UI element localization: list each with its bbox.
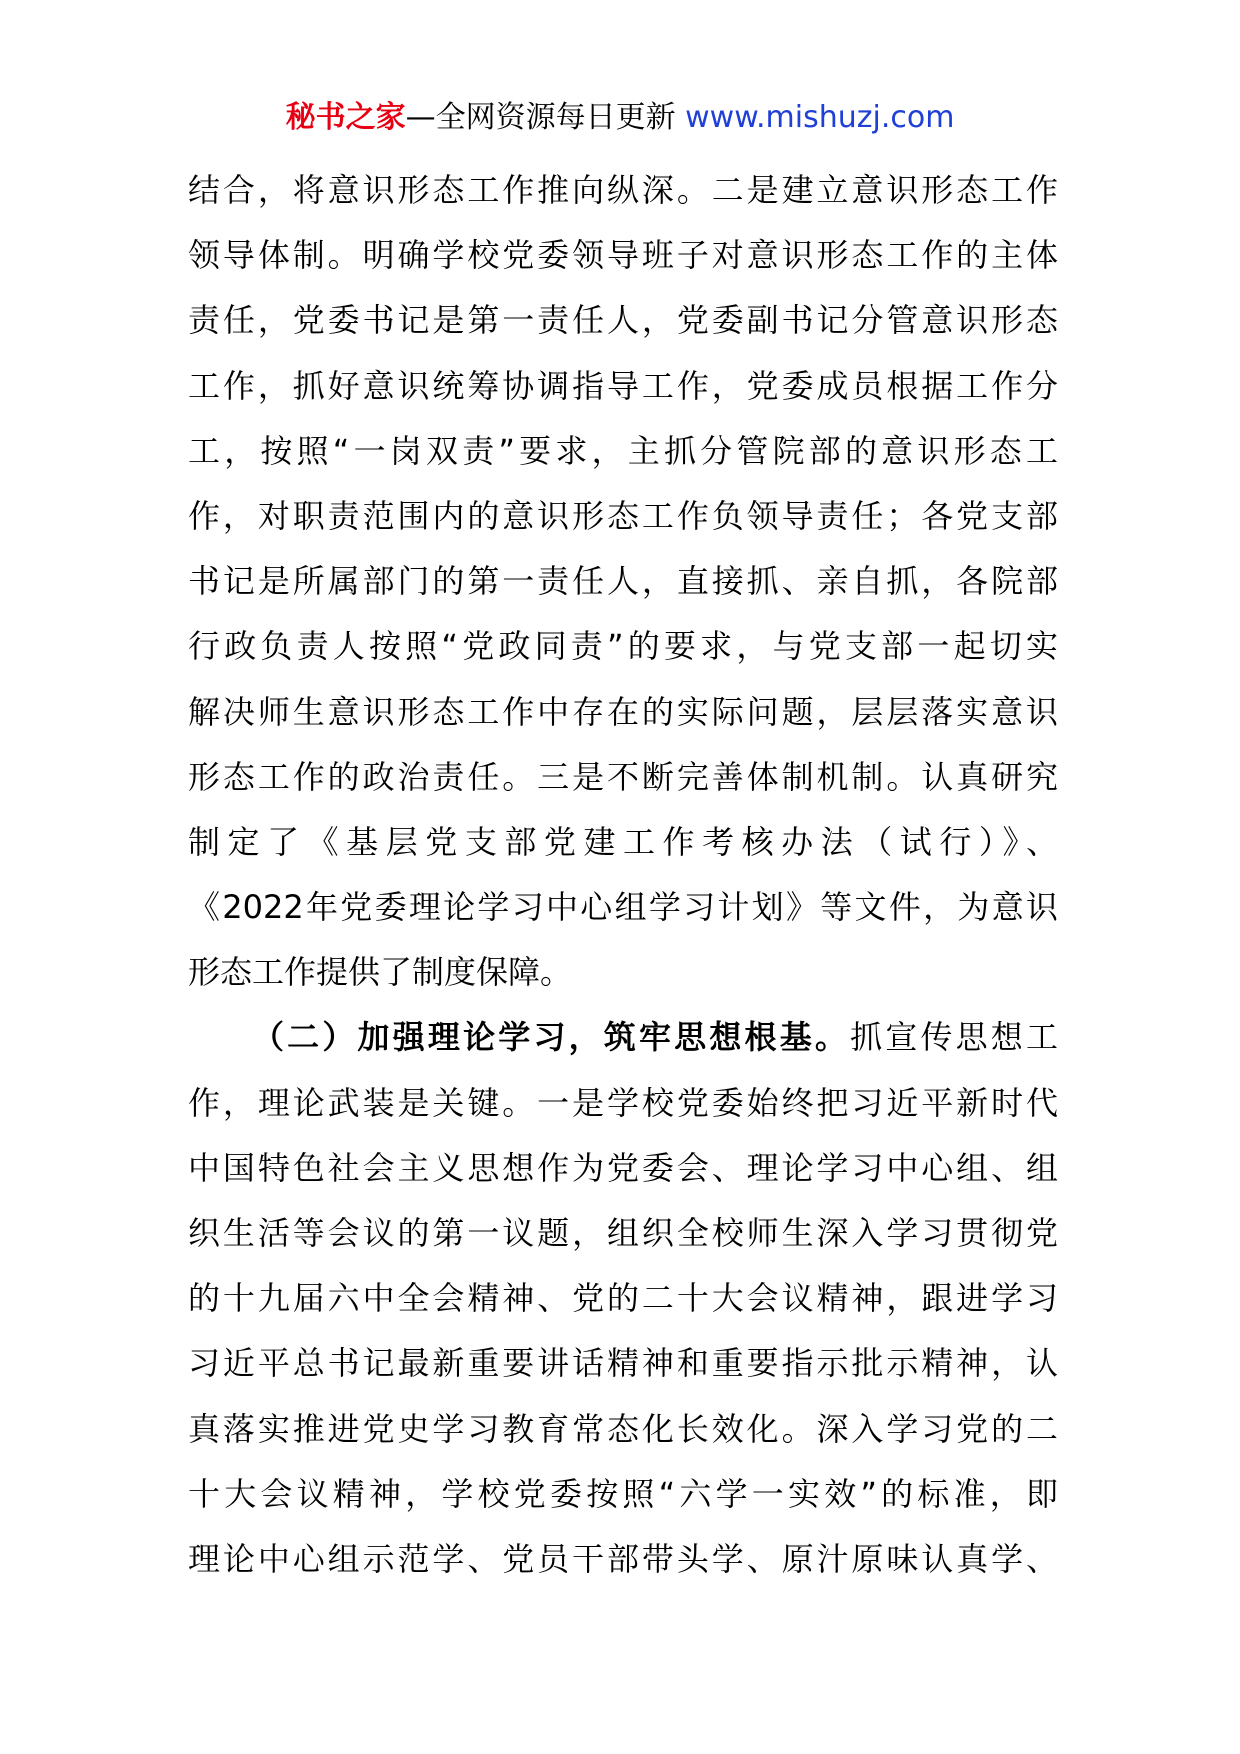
body-line: 《2022年党委理论学习中心组学习计划》等文件，为意识 <box>188 888 1058 927</box>
body-line: 形态工作的政治责任。三是不断完善体制机制。认真研究 <box>188 757 1058 796</box>
body-line: 理论中心组示范学、党员干部带头学、原汁原味认真学、 <box>188 1539 1058 1578</box>
page-header <box>0 98 1240 138</box>
header-brand: 秘书之家 <box>285 100 406 135</box>
body-line: 形态工作提供了制度保障。 <box>188 953 573 992</box>
body-line: 作，理论武装是关键。一是学校党委始终把习近平新时代 <box>188 1083 1058 1122</box>
body-line: 行政负责人按照“党政同责”的要求，与党支部一起切实 <box>188 627 1058 666</box>
header-site-link[interactable]: www.mishuzj.com <box>685 100 955 135</box>
section2-first-line <box>188 1005 1058 1070</box>
body-line: 织生活等会议的第一议题，组织全校师生深入学习贯彻党 <box>188 1214 1058 1252</box>
body-line: 工，按照“一岗双责”要求，主抓分管院部的意识形态工 <box>188 431 1058 470</box>
section2-first-rest: 抓宣传思想工 <box>850 1018 1058 1057</box>
body-line: 习近平总书记最新重要讲话精神和重要指示批示精神，认 <box>188 1344 1058 1383</box>
body-line: 真落实推进党史学习教育常态化长效化。深入学习党的二 <box>188 1409 1058 1448</box>
body-line: 结合，将意识形态工作推向纵深。二是建立意识形态工作 <box>188 171 1058 209</box>
section2-heading: （二）加强理论学习，筑牢思想根基。 <box>252 1018 851 1057</box>
body-line: 制定了《基层党支部党建工作考核办法（试行）》、 <box>188 822 1058 861</box>
body-line: 中国特色社会主义思想作为党委会、理论学习中心组、组 <box>188 1148 1058 1187</box>
body-line: 的十九届六中全会精神、党的二十大会议精神，跟进学习 <box>188 1279 1058 1318</box>
document-body <box>188 158 1058 1592</box>
header-slogan: —全网资源每日更新 <box>405 100 686 135</box>
body-line: 责任，党委书记是第一责任人，党委副书记分管意识形态 <box>188 301 1058 340</box>
body-line: 解决师生意识形态工作中存在的实际问题，层层落实意识 <box>188 692 1058 731</box>
body-line: 书记是所属部门的第一责任人，直接抓、亲自抓，各院部 <box>188 562 1058 601</box>
body-line: 领导体制。明确学校党委领导班子对意识形态工作的主体 <box>188 236 1058 275</box>
body-line: 作，对职责范围内的意识形态工作负领导责任；各党支部 <box>188 496 1058 535</box>
body-line: 工作，抓好意识统筹协调指导工作，党委成员根据工作分 <box>188 366 1058 405</box>
body-line: 十大会议精神，学校党委按照“六学一实效”的标准，即 <box>188 1474 1058 1513</box>
